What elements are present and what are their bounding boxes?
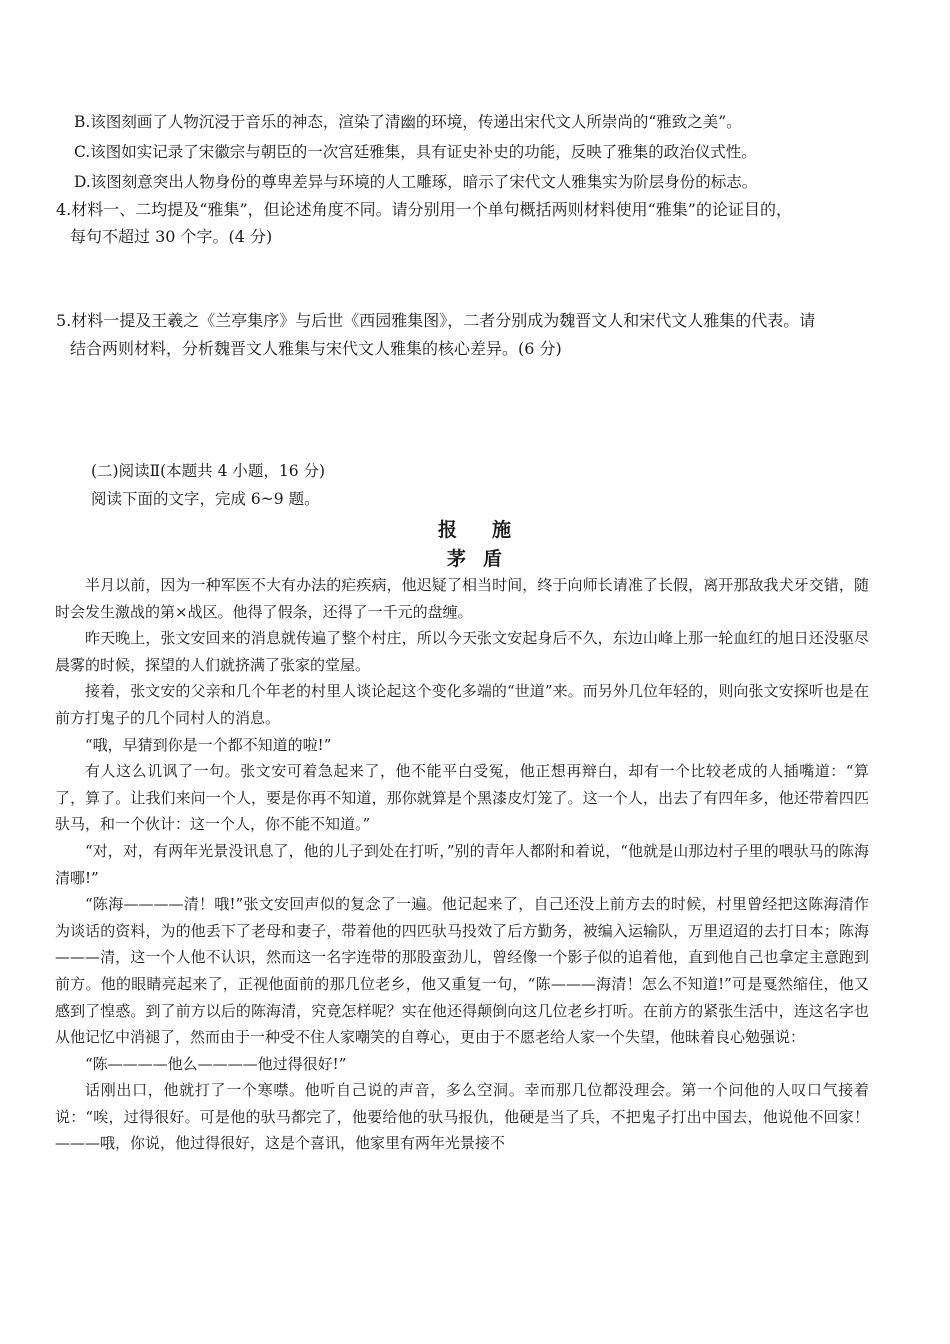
story-title: 报 施 <box>437 519 513 541</box>
section-instruction: 阅读下面的文字，完成 6~9 题。 <box>91 490 320 508</box>
option-b: B.该图刻画了人物沉浸于音乐的神态，渲染了清幽的环境，传递出宋代文人所崇尚的“雅致之美”。 <box>74 113 742 131</box>
option-d: D.该图刻意突出人物身份的尊卑差异与环境的人工雕琢，暗示了宋代文人雅集实为阶层身份的标志。 <box>74 173 758 191</box>
story-paragraph: “陈————他么————他过得很好!” <box>85 1054 347 1073</box>
option-c: C.该图如实记录了宋徽宗与朝臣的一次宫廷雅集，具有证史补史的功能，反映了雅集的政治仪式性。 <box>74 143 757 161</box>
section-header: (二)阅读Ⅱ(本题共 4 小题，16 分) <box>91 462 326 480</box>
question-4-line-1: 4.材料一、二均提及“雅集”，但论述角度不同。请分别用一个单句概括两则材料使用“雅集”的论证目的， <box>56 200 792 219</box>
story-paragraph: 话刚出口，他就打了一个寒噤。他听自己说的声音，多么空洞。幸而那几位都没理会。第一个问他的人叹口气接着说：“唉，过得很好。可是他的驮马都完了，他要给他的驮马报仇，他硬是当了兵，不把鬼子打出中国去，他说他不回家！———哦，你说，他过得很好，这是个喜讯，他家里有两年光景接不 <box>55 1081 869 1153</box>
story-paragraph: 昨天晚上，张文安回来的消息就传遍了整个村庄，所以今天张文安起身后不久，东边山峰上那一轮血红的旭日还没驱尽晨雾的时候，探望的人们就挤满了张家的堂屋。 <box>55 629 869 674</box>
question-4-line-2: 每句不超过 30 个字。(4 分) <box>70 227 273 246</box>
story-paragraph: “哦，早猜到你是一个都不知道的啦!” <box>85 735 332 754</box>
question-5-line-2: 结合两则材料，分析魏晋文人雅集与宋代文人雅集的核心差异。(6 分) <box>70 339 562 358</box>
question-5-line-1: 5.材料一提及王羲之《兰亭集序》与后世《西园雅集图》，二者分别成为魏晋文人和宋代文人雅集的代表。请 <box>56 311 816 330</box>
story-paragraph: 有人这么讥讽了一句。张文安可着急起来了，他不能平白受冤，他正想再辩白，却有一个比较老成的人插嘴道：“算了，算了。让我们来问一个人，要是你再不知道，那你就算是个黑漆皮灯笼了。这一个人，出去了有四年多，他还带着四匹驮马，和一个伙计：这一个人，你不能不知道。” <box>55 762 869 834</box>
story-paragraph: 半月以前，因为一种军医不大有办法的疟疾病，他迟疑了相当时间，终于向师长请准了长假，离开那敌我犬牙交错，随时会发生激战的第×战区。他得了假条，还得了一千元的盘缠。 <box>55 576 869 621</box>
story-paragraph: “陈海————清！哦!”张文安回声似的复念了一遍。他记起来了，自己还没上前方去的时候，村里曾经把这陈海清作为谈话的资料，为的他丢下了老母和妻子，带着他的四匹驮马投效了后方勤务，被编入运输队，万里迢迢的去打日本；陈海———清，这一个人他不认识，然而这一名字连带的那股蛮劲儿，曾经像一个影子似的追着他，直到他自己也拿定主意跑到前方。他的眼睛亮起来了，正视他面前的那几位老乡，他又重复一句，“陈———海清！怎么不知道!”可是戛然缩住，他又感到了惶惑。到了前方以后的陈海清，究竟怎样呢？实在他还得颠倒向这几位老乡打听。在前方的紧张生活中，连这名字也从他记忆中消褪了，然而由于一种受不住人家嘲笑的自尊心，更由于不愿老给人家一个失望，他昧着良心勉强说： <box>55 895 869 1047</box>
story-paragraph: 接着，张文安的父亲和几个年老的村里人谈论起这个变化多端的“世道”来。而另外几位年轻的，则向张文安探听也是在前方打鬼子的几个同村人的消息。 <box>55 682 869 727</box>
story-body <box>55 572 869 1157</box>
story-paragraph: “对，对，有两年光景没讯息了，他的儿子到处在打听，”别的青年人都附和着说，“他就是山那边村子里的喂驮马的陈海清哪!” <box>55 841 869 887</box>
story-author: 茅 盾 <box>446 548 504 570</box>
